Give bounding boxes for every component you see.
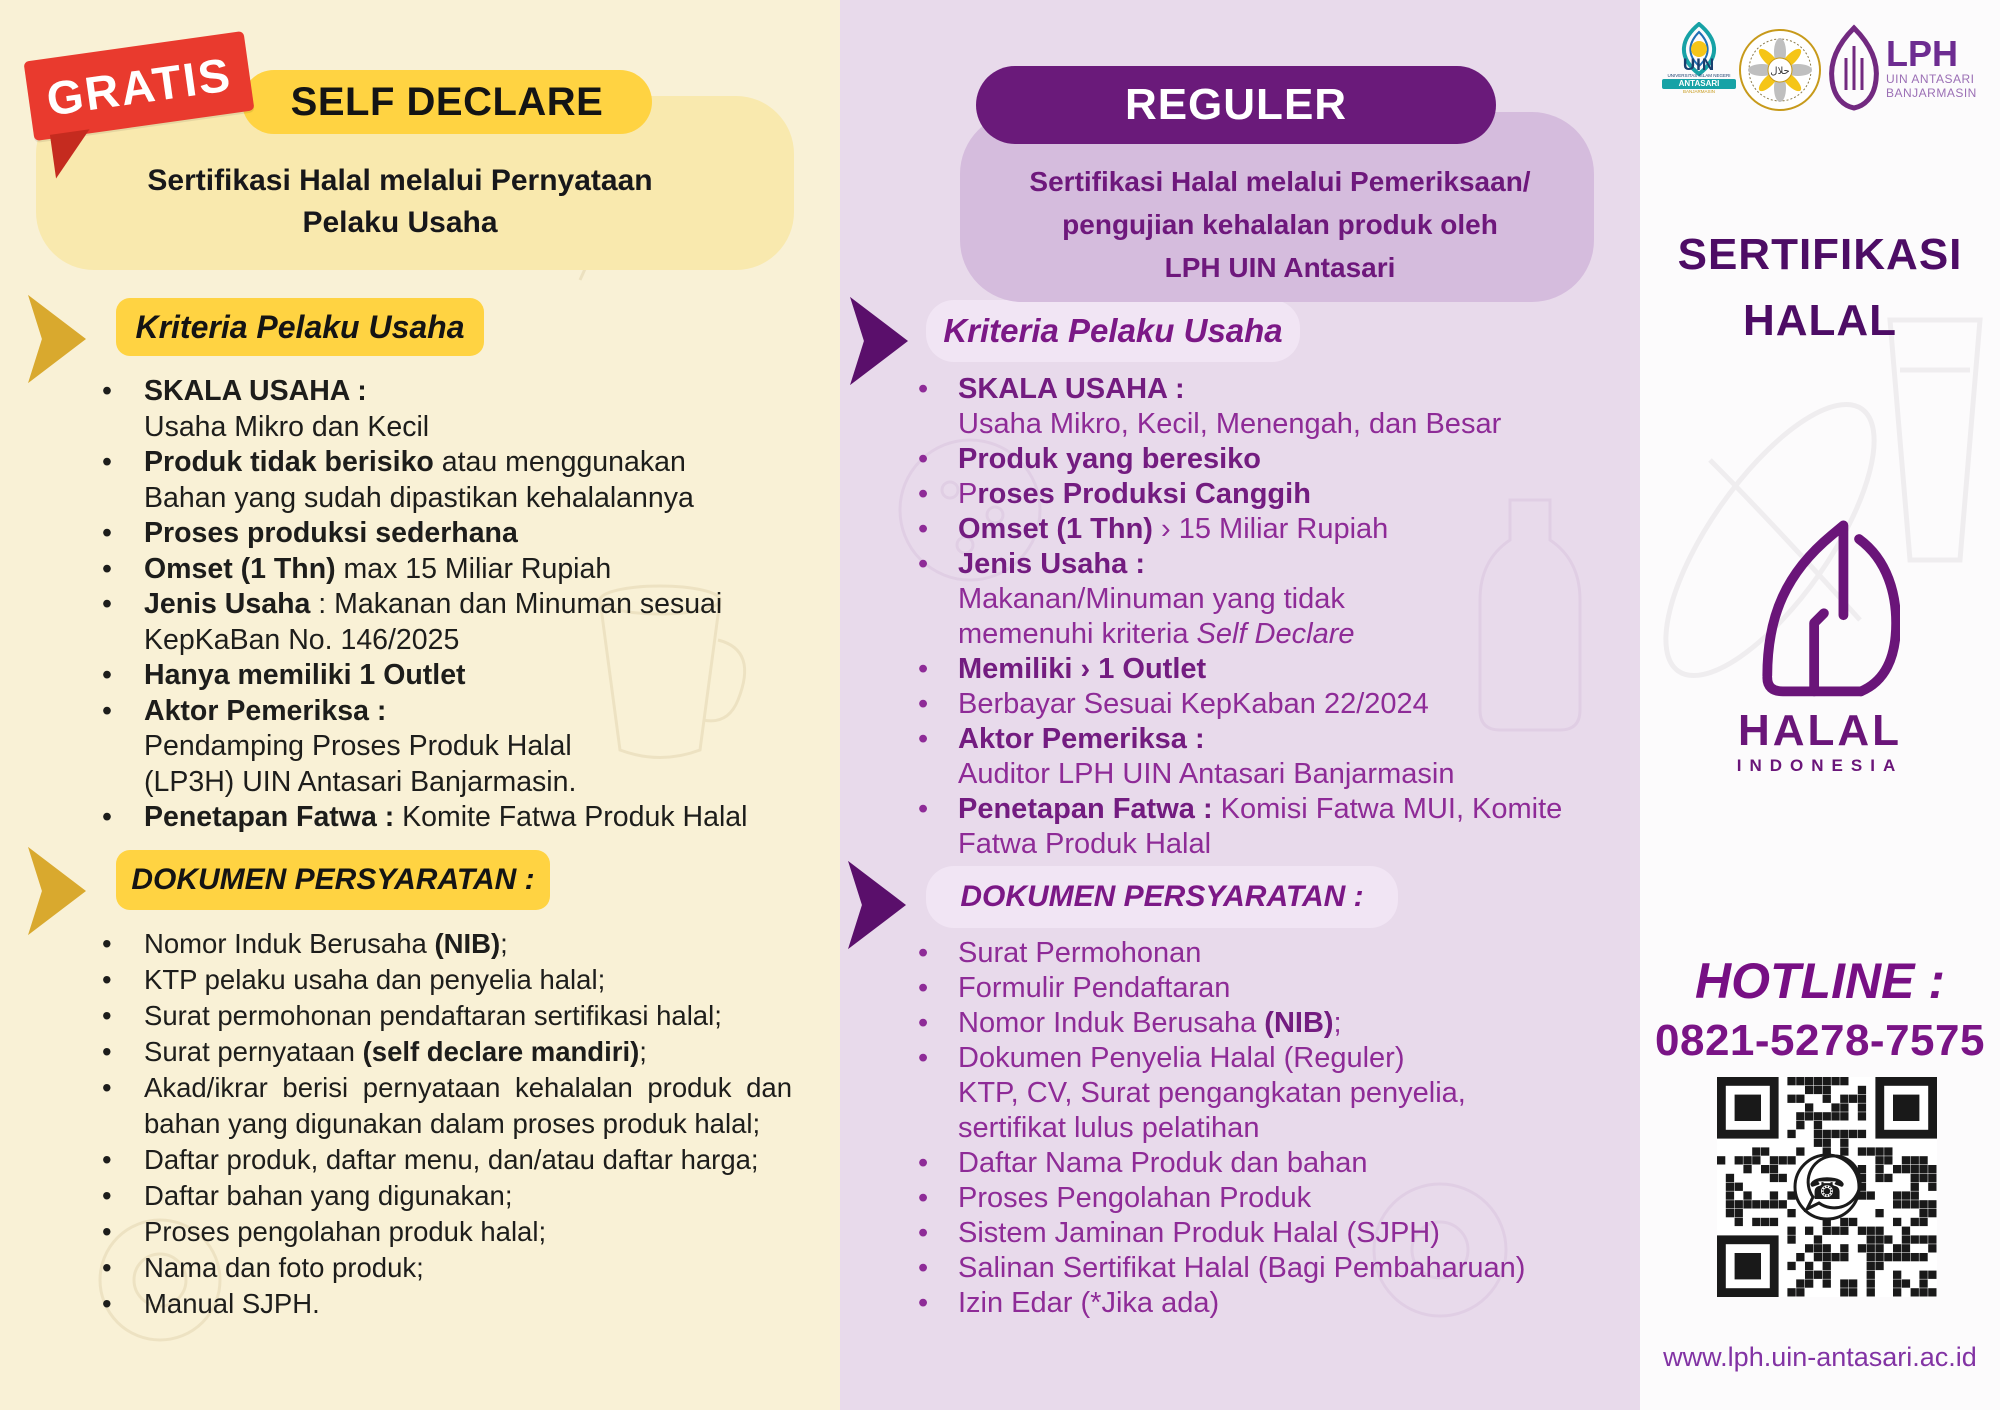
list-line bbox=[918, 1111, 1628, 1146]
list-line-text: Akad/ikrar berisi pernyataan kehalalan produk dan bahan yang digunakan dalam proses produk halal; bbox=[144, 1072, 792, 1139]
bullet-icon: • bbox=[102, 1036, 112, 1067]
svg-text:☎: ☎ bbox=[1808, 1172, 1846, 1207]
bullet-icon: • bbox=[102, 517, 112, 549]
bullet-icon: • bbox=[102, 588, 112, 620]
list-line-text: Sistem Jaminan Produk Halal (SJPH) bbox=[958, 1217, 1440, 1249]
list-line-text: Daftar Nama Produk dan bahan bbox=[958, 1147, 1368, 1179]
list-line-text: Proses Produksi Canggih bbox=[958, 478, 1311, 510]
list-line bbox=[918, 512, 1628, 547]
gratis-ribbon-label: GRATIS bbox=[43, 46, 235, 126]
list-line-text: Omset (1 Thn) › 15 Miliar Rupiah bbox=[958, 513, 1389, 545]
list-line-text: sertifikat lulus pelatihan bbox=[958, 1112, 1260, 1144]
list-line bbox=[918, 1286, 1628, 1321]
list-line bbox=[60, 998, 792, 1034]
list-line bbox=[918, 1146, 1628, 1181]
lph-logo-mark bbox=[1826, 24, 1882, 112]
documents-heading-label: DOKUMEN PERSYARATAN : bbox=[960, 880, 1364, 913]
page-title bbox=[1640, 222, 2000, 354]
page-title-line1: SERTIFIKASI bbox=[1677, 230, 1963, 279]
bullet-icon: • bbox=[102, 928, 112, 959]
bullet-icon: • bbox=[102, 1216, 112, 1247]
list-line bbox=[918, 617, 1628, 652]
lph-line2: BANJARMASIN bbox=[1886, 86, 1977, 100]
list-line-text: Aktor Pemeriksa : bbox=[958, 723, 1205, 755]
list-line bbox=[918, 582, 1628, 617]
bullet-icon: • bbox=[918, 937, 929, 969]
halal-logo-sub: INDONESIA bbox=[1736, 756, 1904, 775]
reguler-heading bbox=[976, 66, 1496, 144]
list-line bbox=[60, 481, 784, 517]
list-line bbox=[918, 547, 1628, 582]
list-line bbox=[60, 552, 784, 588]
list-line bbox=[918, 1216, 1628, 1251]
list-line bbox=[918, 827, 1628, 862]
bullet-icon: • bbox=[102, 964, 112, 995]
list-line-text: Jenis Usaha : bbox=[958, 548, 1145, 580]
uin-city: BANJARMASIN bbox=[1682, 89, 1715, 94]
hotline-label: HOTLINE : bbox=[1695, 953, 1945, 1009]
list-line bbox=[918, 1251, 1628, 1286]
criteria-heading-label: Kriteria Pelaku Usaha bbox=[135, 308, 465, 345]
reguler-documents-list bbox=[918, 936, 1628, 1321]
bullet-icon: • bbox=[918, 1287, 929, 1319]
bullet-icon: • bbox=[918, 1042, 929, 1074]
list-line-text: Produk tidak berisiko atau menggunakan bbox=[144, 446, 686, 478]
list-line bbox=[918, 1041, 1628, 1076]
list-line-text: Proses pengolahan produk halal; bbox=[144, 1216, 547, 1247]
bullet-icon: • bbox=[102, 1000, 112, 1031]
bullet-icon: • bbox=[102, 1180, 112, 1211]
bullet-icon: • bbox=[918, 1007, 929, 1039]
self-declare-description bbox=[60, 160, 740, 244]
reguler-heading-label: REGULER bbox=[1124, 80, 1348, 129]
list-line bbox=[60, 516, 784, 552]
lph-abbr: LPH bbox=[1886, 33, 1958, 74]
list-line bbox=[60, 1286, 792, 1322]
list-line-text: Pendamping Proses Produk Halal bbox=[144, 730, 572, 762]
list-line-text: Jenis Usaha : Makanan dan Minuman sesuai bbox=[144, 588, 723, 620]
list-line bbox=[60, 623, 784, 659]
bullet-icon: • bbox=[102, 375, 112, 407]
hotline-number: 0821-5278-7575 bbox=[1655, 1016, 1985, 1065]
list-line bbox=[60, 1250, 792, 1286]
uin-logo-text bbox=[1662, 56, 1736, 95]
arrow-icon bbox=[28, 844, 86, 938]
list-line-text: Manual SJPH. bbox=[144, 1288, 320, 1319]
list-line bbox=[60, 729, 784, 765]
list-line-text: Fatwa Produk Halal bbox=[958, 828, 1212, 860]
arrow-icon bbox=[850, 294, 908, 388]
list-line-text: KepKaBan No. 146/2025 bbox=[144, 623, 460, 656]
list-line bbox=[918, 1076, 1628, 1111]
list-line-text: Omset (1 Thn) max 15 Miliar Rupiah bbox=[144, 552, 612, 585]
list-line-text: Auditor LPH UIN Antasari Banjarmasin bbox=[958, 758, 1455, 790]
list-line bbox=[60, 1178, 792, 1214]
list-line-text: Penetapan Fatwa : Komite Fatwa Produk Halal bbox=[144, 801, 748, 833]
bullet-icon: • bbox=[102, 1072, 112, 1103]
pkh-arabic-text: حلال bbox=[1770, 66, 1790, 77]
page-title-line2: HALAL bbox=[1742, 296, 1898, 345]
list-line bbox=[60, 374, 784, 410]
list-line-text: KTP, CV, Surat pengangkatan penyelia, bbox=[958, 1077, 1466, 1109]
panel-info bbox=[1640, 0, 2000, 1410]
list-line-text: SKALA USAHA : bbox=[144, 375, 367, 407]
list-line-text: Penetapan Fatwa : Komisi Fatwa MUI, Komite bbox=[958, 793, 1563, 825]
list-line-text: Berbayar Sesuai KepKaban 22/2024 bbox=[958, 688, 1429, 720]
list-line bbox=[918, 936, 1628, 971]
pusat-kajian-halal-logo bbox=[1738, 28, 1822, 112]
list-line bbox=[918, 477, 1628, 512]
bullet-icon: • bbox=[918, 373, 929, 405]
list-line-text: SKALA USAHA : bbox=[958, 373, 1185, 405]
halal-indonesia-logo bbox=[1740, 500, 1900, 705]
uin-line1: UNIVERSITAS ISLAM NEGERI bbox=[1667, 73, 1731, 78]
list-line-text: Proses produksi sederhana bbox=[144, 517, 518, 549]
self-declare-heading-label: SELF DECLARE bbox=[290, 79, 604, 124]
description-line: Sertifikasi Halal melalui Pernyataan bbox=[147, 164, 653, 197]
list-line-text: Nomor Induk Berusaha (NIB); bbox=[958, 1007, 1342, 1039]
list-line bbox=[60, 658, 784, 694]
list-line bbox=[60, 1214, 792, 1250]
arrow-icon bbox=[28, 292, 86, 386]
list-line bbox=[60, 962, 792, 998]
list-line-text: Aktor Pemeriksa : bbox=[144, 694, 387, 727]
bullet-icon: • bbox=[918, 548, 929, 580]
bullet-icon: • bbox=[102, 694, 112, 727]
bullet-icon: • bbox=[102, 552, 112, 585]
list-line bbox=[918, 442, 1628, 477]
documents-heading bbox=[926, 866, 1398, 928]
bullet-icon: • bbox=[918, 723, 929, 755]
bullet-icon: • bbox=[918, 1252, 929, 1284]
bullet-icon: • bbox=[918, 478, 929, 510]
reguler-description bbox=[930, 160, 1630, 289]
panel-reguler bbox=[840, 0, 1640, 1410]
self-declare-heading bbox=[242, 70, 652, 134]
list-line-text: Usaha Mikro dan Kecil bbox=[144, 410, 430, 443]
list-line bbox=[918, 372, 1628, 407]
bullet-icon: • bbox=[918, 513, 929, 545]
list-line-text: Hanya memiliki 1 Outlet bbox=[144, 659, 466, 691]
bullet-icon: • bbox=[102, 659, 112, 691]
list-line-text: Bahan yang sudah dipastikan kehalalannya bbox=[144, 481, 694, 514]
bullet-icon: • bbox=[102, 446, 112, 478]
description-line: Pelaku Usaha bbox=[302, 206, 498, 239]
list-line-text: Daftar bahan yang digunakan; bbox=[144, 1180, 513, 1211]
bullet-icon: • bbox=[102, 1144, 112, 1175]
list-line-text: Surat pernyataan (self declare mandiri); bbox=[144, 1036, 647, 1067]
bullet-icon: • bbox=[918, 443, 929, 475]
list-line-text: Produk yang beresiko bbox=[958, 443, 1261, 475]
arrow-icon bbox=[848, 858, 906, 952]
bullet-icon: • bbox=[102, 1252, 112, 1283]
list-line-text: Salinan Sertifikat Halal (Bagi Pembaharuan) bbox=[958, 1252, 1526, 1284]
panel-self-declare bbox=[0, 0, 840, 1410]
self-declare-documents-list bbox=[60, 926, 792, 1322]
list-line bbox=[918, 722, 1628, 757]
list-line bbox=[60, 445, 784, 481]
description-line: LPH UIN Antasari bbox=[1164, 252, 1396, 283]
criteria-heading bbox=[926, 300, 1300, 362]
list-line-text: memenuhi kriteria Self Declare bbox=[958, 618, 1355, 650]
whatsapp-qr-code bbox=[1717, 1077, 1937, 1297]
uin-abbr: UIN bbox=[1682, 55, 1716, 74]
list-line-text: Surat permohonan pendaftaran sertifikasi halal; bbox=[144, 1000, 722, 1031]
list-line bbox=[60, 1142, 792, 1178]
criteria-heading-label: Kriteria Pelaku Usaha bbox=[943, 312, 1283, 349]
uin-name: ANTASARI bbox=[1662, 79, 1736, 89]
bullet-icon: • bbox=[918, 972, 929, 1004]
bullet-icon: • bbox=[102, 1288, 112, 1319]
halal-logo-word: HALAL bbox=[1737, 706, 1903, 755]
list-line-text: Nama dan foto produk; bbox=[144, 1252, 424, 1283]
list-line bbox=[918, 1006, 1628, 1041]
bullet-icon: • bbox=[102, 801, 112, 833]
lph-logo-text bbox=[1886, 33, 1977, 100]
list-line-text: Surat Permohonan bbox=[958, 937, 1202, 969]
list-line bbox=[918, 757, 1628, 792]
bullet-icon: • bbox=[918, 1217, 929, 1249]
list-line-text: Proses Pengolahan Produk bbox=[958, 1182, 1312, 1214]
list-line-text: Daftar produk, daftar menu, dan/atau daftar harga; bbox=[144, 1144, 759, 1175]
list-line bbox=[918, 652, 1628, 687]
list-line-text: Makanan/Minuman yang tidak bbox=[958, 583, 1345, 615]
bullet-icon: • bbox=[918, 1147, 929, 1179]
bullet-icon: • bbox=[918, 793, 929, 825]
self-declare-criteria-list bbox=[60, 374, 784, 836]
documents-heading bbox=[116, 850, 550, 910]
list-line bbox=[60, 694, 784, 730]
bullet-icon: • bbox=[918, 1182, 929, 1214]
list-line bbox=[60, 800, 784, 836]
documents-heading-label: DOKUMEN PERSYARATAN : bbox=[131, 863, 535, 896]
list-line bbox=[918, 1181, 1628, 1216]
bullet-icon: • bbox=[918, 688, 929, 720]
list-line bbox=[60, 1070, 792, 1142]
bullet-icon: • bbox=[918, 653, 929, 685]
list-line-text: Dokumen Penyelia Halal (Reguler) bbox=[958, 1042, 1405, 1074]
list-line bbox=[60, 1034, 792, 1070]
lph-line1: UIN ANTASARI bbox=[1886, 72, 1975, 86]
list-line-text: Izin Edar (*Jika ada) bbox=[958, 1287, 1220, 1319]
list-line bbox=[60, 765, 784, 801]
criteria-heading bbox=[116, 298, 484, 356]
list-line-text: Nomor Induk Berusaha (NIB); bbox=[144, 928, 508, 959]
description-line: pengujian kehalalan produk oleh bbox=[1062, 209, 1498, 240]
description-line: Sertifikasi Halal melalui Pemeriksaan/ bbox=[1029, 166, 1531, 197]
list-line-text: Memiliki › 1 Outlet bbox=[958, 653, 1207, 685]
list-line-text: KTP pelaku usaha dan penyelia halal; bbox=[144, 964, 606, 995]
list-line bbox=[60, 410, 784, 446]
list-line-text: Usaha Mikro, Kecil, Menengah, dan Besar bbox=[958, 408, 1502, 440]
reguler-criteria-list bbox=[918, 372, 1628, 862]
list-line bbox=[60, 926, 792, 962]
list-line-text: (LP3H) UIN Antasari Banjarmasin. bbox=[144, 765, 577, 798]
website-url: www.lph.uin-antasari.ac.id bbox=[1663, 1342, 1977, 1372]
list-line bbox=[918, 792, 1628, 827]
list-line bbox=[60, 587, 784, 623]
list-line bbox=[918, 971, 1628, 1006]
list-line-text: Formulir Pendaftaran bbox=[958, 972, 1231, 1004]
list-line bbox=[918, 687, 1628, 722]
list-line bbox=[918, 407, 1628, 442]
